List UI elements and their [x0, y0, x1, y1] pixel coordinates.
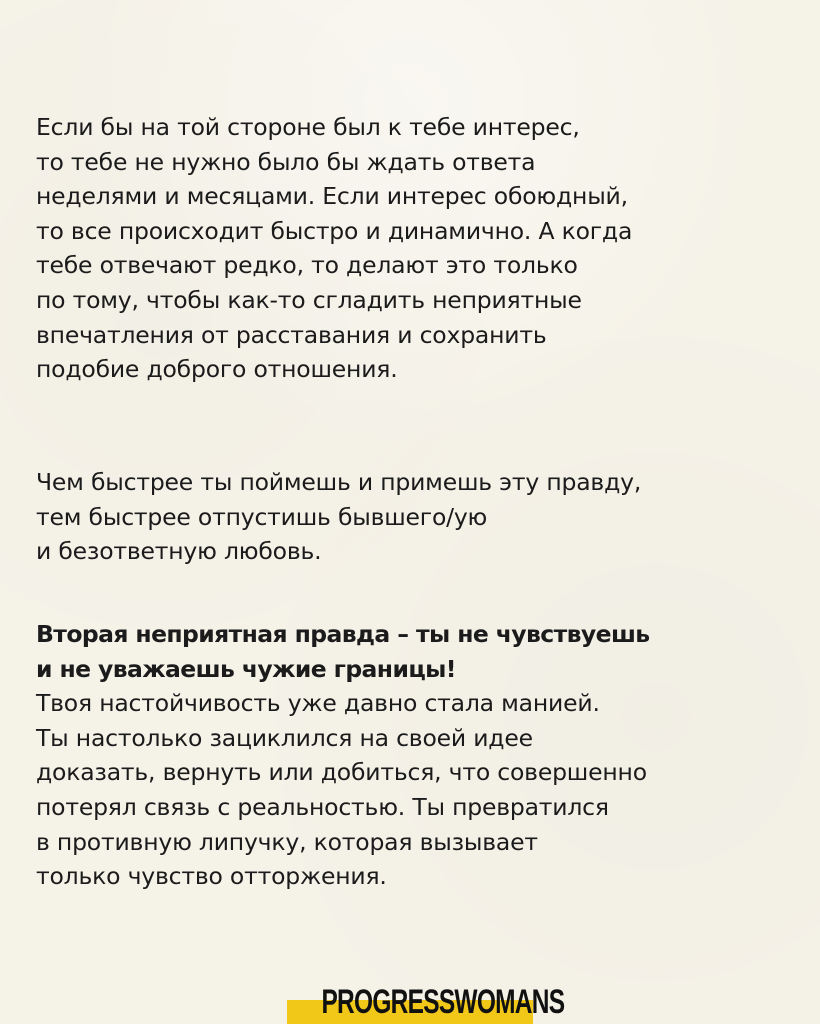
text-line: только чувство отторжения.: [36, 862, 387, 891]
paragraph-second-truth: [36, 617, 806, 894]
paragraph-interest: [36, 110, 806, 387]
text-line: Если бы на той стороне был к тебе интерес,: [36, 113, 580, 141]
paragraph-accept-truth: [36, 465, 806, 569]
text-line: доказать, вернуть или добиться, что совершенно: [36, 758, 647, 787]
brand-name: PROGRESSWOMANS: [321, 983, 565, 1021]
text-line: по тому, чтобы как-то сгладить неприятные: [36, 285, 582, 314]
text-line: то все происходит быстро и динамично. А когда: [36, 216, 633, 245]
text-line: подобие доброго отношения.: [36, 355, 398, 384]
text-line: впечатления от расставания и сохранить: [36, 320, 547, 349]
text-line: тебе отвечают редко, то делают это только: [36, 251, 578, 280]
section-heading: и не уважаешь чужие границы!: [36, 654, 456, 683]
section-heading: Вторая неприятная правда – ты не чувствуешь: [36, 620, 650, 648]
text-line: потерял связь с реальностью. Ты превратился: [36, 792, 609, 821]
text-line: Твоя настойчивость уже давно стала манией.: [36, 689, 600, 718]
text-line: неделями и месяцами. Если интерес обоюдный,: [36, 182, 628, 211]
text-line: то тебе не нужно было бы ждать ответа: [36, 147, 536, 176]
text-line: Чем быстрее ты поймешь и примешь эту правду,: [36, 468, 642, 496]
text-line: Ты настолько зациклился на своей идее: [36, 723, 533, 752]
text-line: и безответную любовь.: [36, 537, 322, 566]
text-line: тем быстрее отпустишь бывшего/ую: [36, 502, 488, 531]
text-line: в противную липучку, которая вызывает: [36, 827, 538, 856]
brand-logo: [287, 976, 565, 1024]
